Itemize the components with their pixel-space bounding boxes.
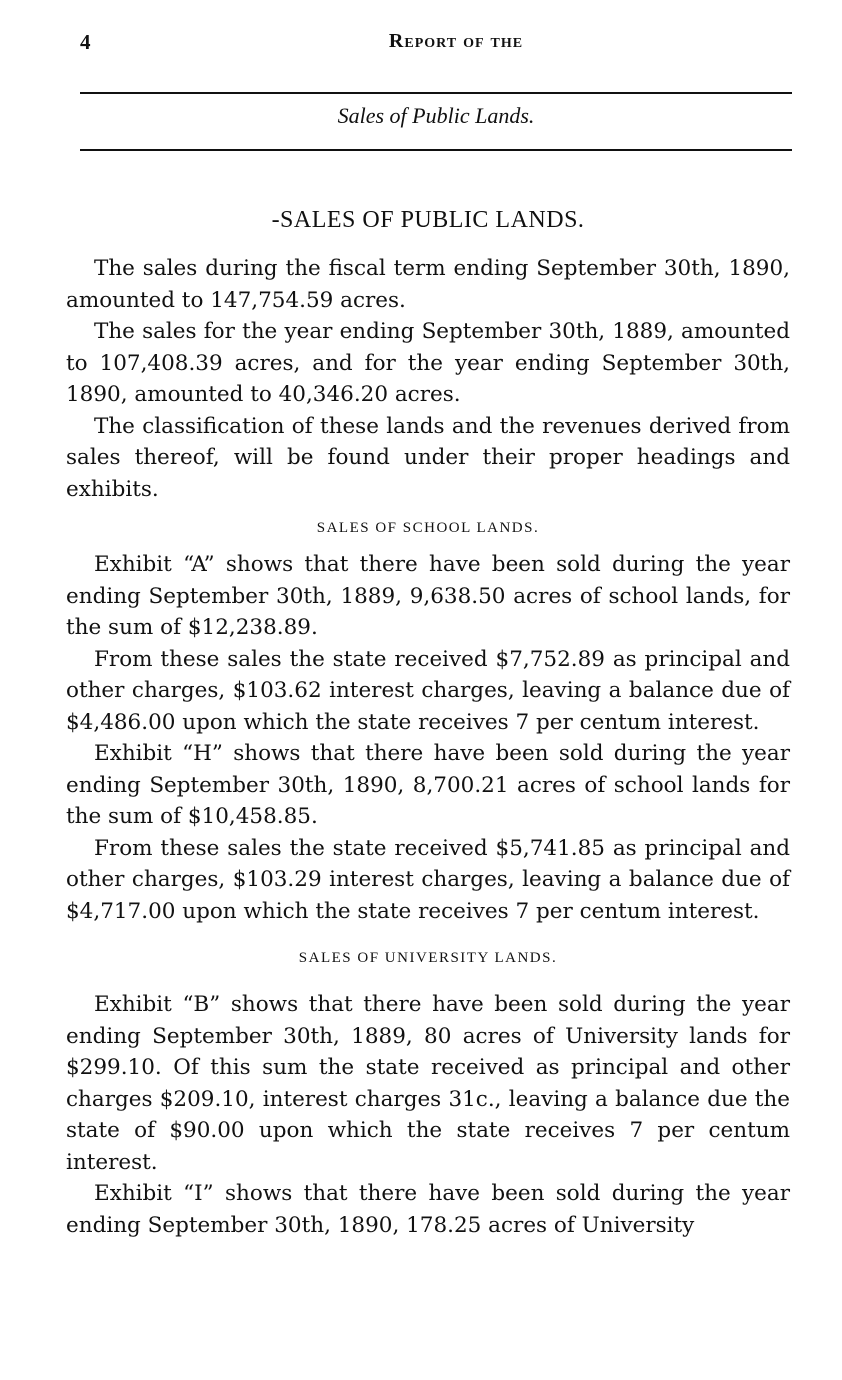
school-lands-paragraph: From these sales the state received $5,741.85 as principal and other charges, $103.29 interest charges, leaving a balance due of $4,717.00 upon which the state receives 7 per centum interest. xyxy=(66,835,790,924)
body-paragraph: The classification of these lands and the revenues derived from sales thereof, will be found under their proper headings and exhibits. xyxy=(66,413,790,502)
school-lands-paragraph: Exhibit “A” shows that there have been sold during the year ending September 30th, 1889, 9,638.50 acres of school lands, for the sum of $12,238.89. xyxy=(66,552,790,640)
university-lands-heading: SALES OF UNIVERSITY LANDS. xyxy=(298,950,558,966)
university-lands-paragraph: Exhibit “I” shows that there have been sold during the year ending September 30th, 1890, 178.25 acres of University xyxy=(66,1181,790,1238)
school-lands-heading: SALES OF SCHOOL LANDS. xyxy=(316,520,540,536)
header-rule-top xyxy=(80,92,792,94)
main-heading: -SALES OF PUBLIC LANDS. xyxy=(271,207,585,233)
school-lands-paragraph: Exhibit “H” shows that there have been sold during the year ending September 30th, 1890, 8,700.21 acres of school lands for the sum of $10,458.85. xyxy=(66,741,790,829)
body-paragraph: The sales during the fiscal term ending September 30th, 1890, amounted to 147,754.59 acres. xyxy=(66,256,790,313)
page-number: 4 xyxy=(80,30,91,54)
section-head: Sales of Public Lands. xyxy=(337,103,535,128)
school-lands-paragraph: From these sales the state received $7,752.89 as principal and other charges, $103.62 interest charges, leaving a balance due of $4,486.00 upon which the state receives 7 per centum interest. xyxy=(66,646,790,735)
body-paragraph: The sales for the year ending September 30th, 1889, amounted to 107,408.39 acres, and for the year ending September 30th, 1890, amounted to 40,346.20 acres. xyxy=(66,319,790,407)
header-rule-bottom xyxy=(80,149,792,151)
running-head xyxy=(80,30,792,60)
running-title: Report of the xyxy=(388,30,524,52)
page-body xyxy=(66,205,790,1241)
university-lands-paragraph: Exhibit “B” shows that there have been sold during the year ending September 30th, 1889, 80 acres of University lands for $299.10. Of this sum the state received as principal and other charges $209.10, interest charges 31c., leaving a balance due the state of $90.00 upon which the state receives 7 per centum interest. xyxy=(66,992,790,1175)
